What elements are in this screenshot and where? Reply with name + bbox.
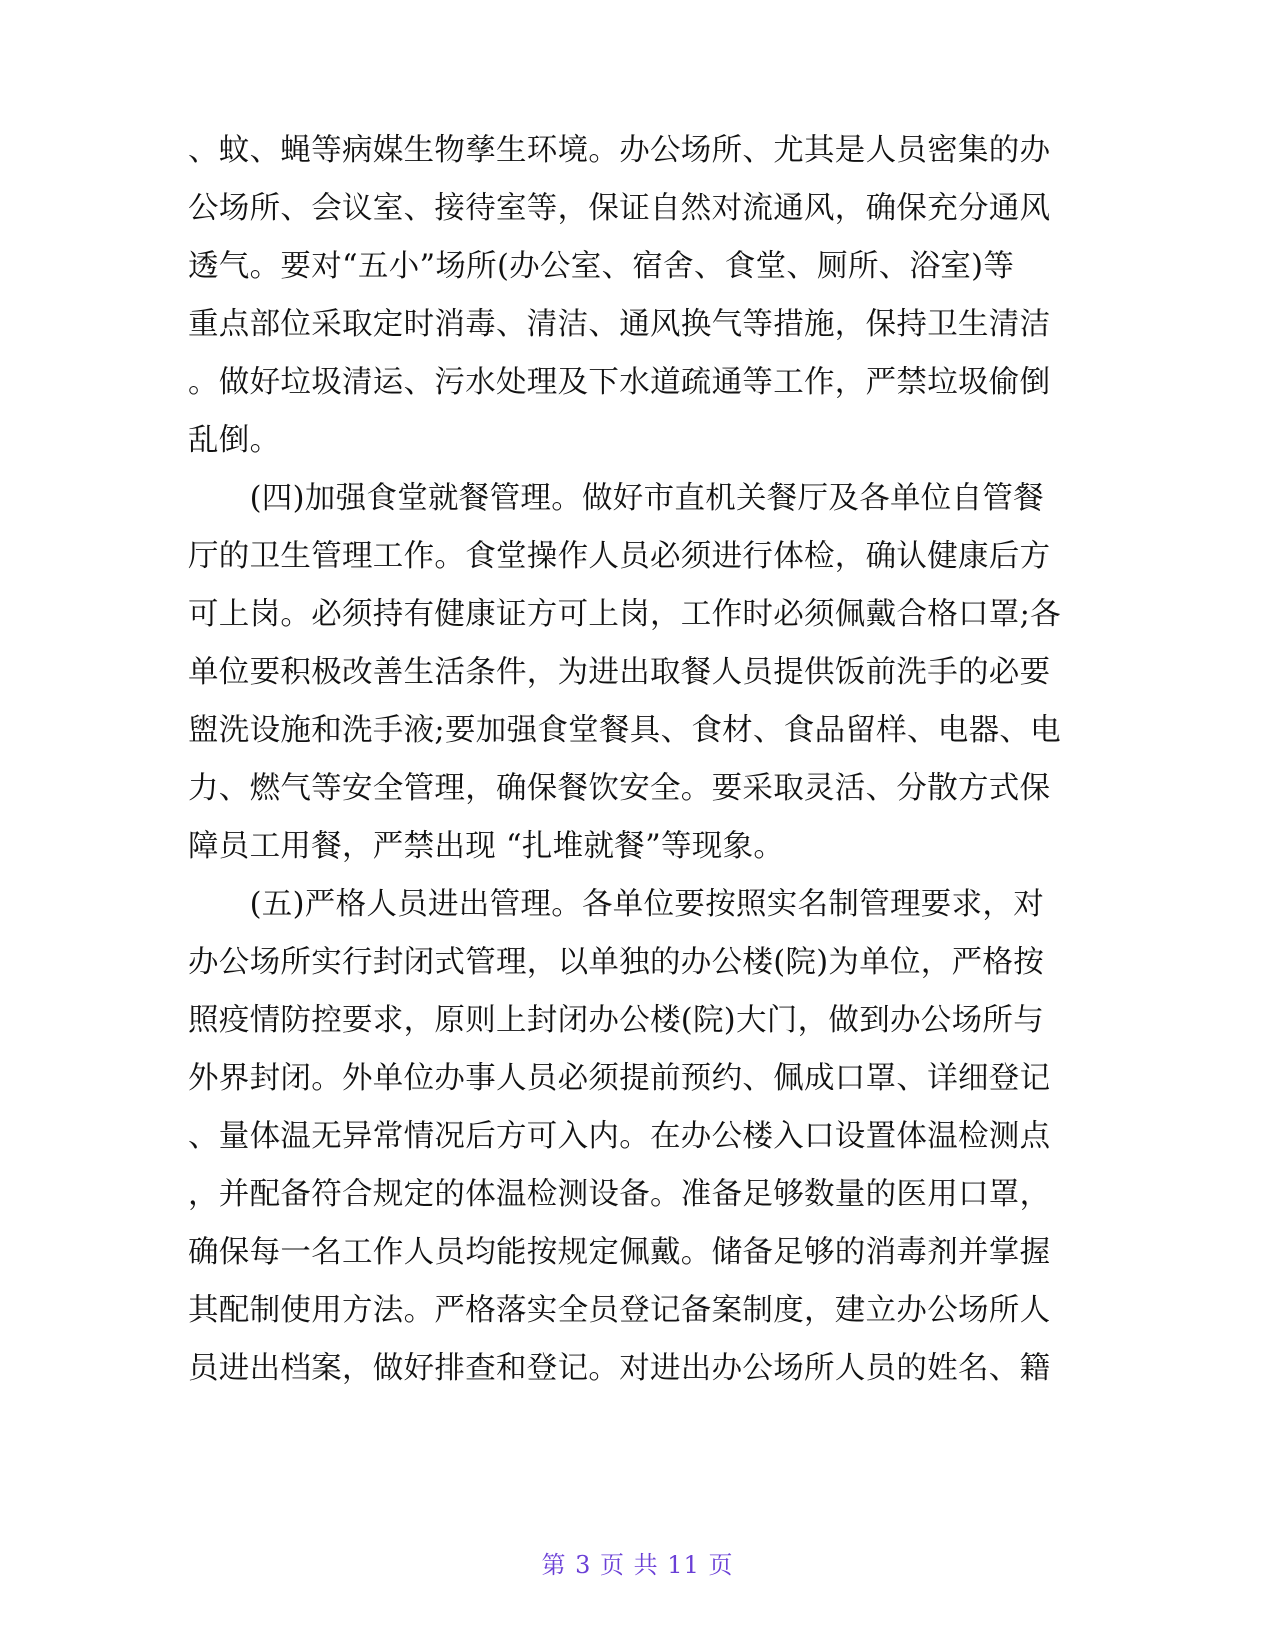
body-text-line: 员进出档案，做好排查和登记。对进出办公场所人员的姓名、籍: [188, 1351, 1051, 1386]
body-text-line: ，并配备符合规定的体温检测设备。准备足够数量的医用口罩，: [188, 1177, 1051, 1212]
body-text-line: 、蚊、蝇等病媒生物孳生环境。办公场所、尤其是人员密集的办: [188, 133, 1051, 168]
page-number-footer: 第 3 页 共 11 页: [541, 1551, 734, 1579]
body-text-line: 重点部位采取定时消毒、清洁、通风换气等措施，保持卫生清洁: [188, 307, 1051, 342]
body-text-line: 。做好垃圾清运、污水处理及下水道疏通等工作，严禁垃圾偷倒: [188, 365, 1051, 400]
body-text-line: 办公场所实行封闭式管理，以单独的办公楼(院)为单位，严格按: [188, 945, 1044, 980]
body-text-line: 公场所、会议室、接待室等，保证自然对流通风，确保充分通风: [188, 191, 1051, 226]
body-text-line: 、量体温无异常情况后方可入内。在办公楼入口设置体温检测点: [188, 1119, 1051, 1154]
body-text-line: 障员工用餐，严禁出现 “扎堆就餐”等现象。: [188, 829, 785, 864]
body-text-line: 力、燃气等安全管理，确保餐饮安全。要采取灵活、分散方式保: [188, 771, 1051, 806]
body-text-line: 可上岗。必须持有健康证方可上岗，工作时必须佩戴合格口罩;各: [188, 597, 1061, 632]
paragraph-start-line: (四)加强食堂就餐管理。做好市直机关餐厅及各单位自管餐: [188, 481, 1044, 516]
body-text-line: 外界封闭。外单位办事人员必须提前预约、佩成口罩、详细登记: [188, 1061, 1051, 1096]
body-text-line: 厅的卫生管理工作。食堂操作人员必须进行体检，确认健康后方: [188, 539, 1051, 574]
body-text-line: 单位要积极改善生活条件，为进出取餐人员提供饭前洗手的必要: [188, 655, 1051, 690]
paragraph-start-line: (五)严格人员进出管理。各单位要按照实名制管理要求，对: [188, 887, 1044, 922]
body-text-line: 其配制使用方法。严格落实全员登记备案制度，建立办公场所人: [188, 1293, 1051, 1328]
body-text-line: 确保每一名工作人员均能按规定佩戴。储备足够的消毒剂并掌握: [188, 1235, 1051, 1270]
body-text-line: 透气。要对“五小”场所(办公室、宿舍、食堂、厕所、浴室)等: [188, 249, 1015, 284]
body-text-line: 照疫情防控要求，原则上封闭办公楼(院)大门，做到办公场所与: [188, 1003, 1044, 1038]
body-text-line: 盥洗设施和洗手液;要加强食堂餐具、食材、食品留样、电器、电: [188, 713, 1061, 748]
body-text-line: 乱倒。: [188, 423, 281, 458]
